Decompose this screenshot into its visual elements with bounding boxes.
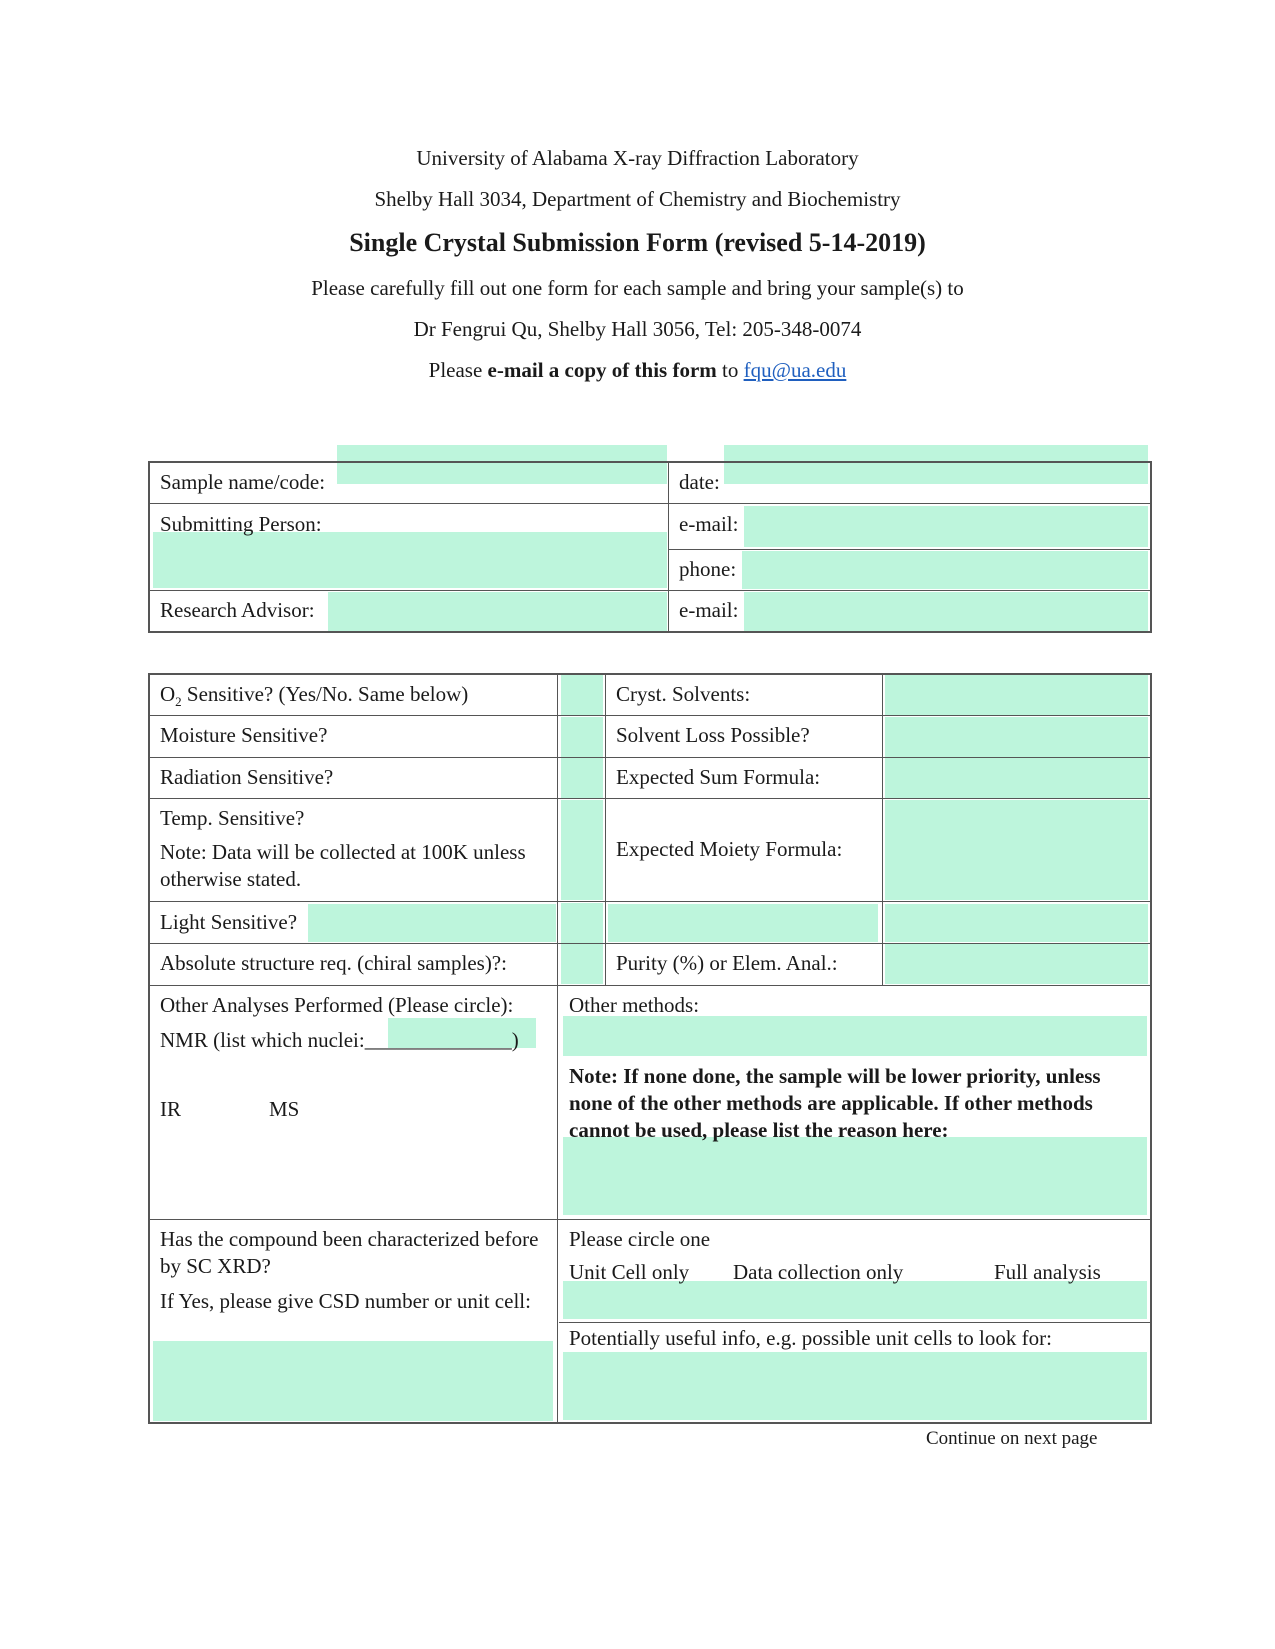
extra-field-left[interactable] [608,904,878,942]
analysis-type-field[interactable] [563,1281,1147,1319]
t1-border-left [148,461,150,633]
moisture-sensitive-label: Moisture Sensitive? [160,723,328,747]
temp-sensitive-field[interactable] [561,800,603,900]
t2-divider [882,673,883,985]
extra-field-right[interactable] [885,904,1148,942]
date-field[interactable] [724,445,1148,484]
priority-note: Note: If none done, the sample will be lower priority, unless none of the other methods are applicable. If other methods cannot be used, please list the reason here: [569,1064,1101,1142]
t2-rule [148,798,1152,799]
t1-border-right [1150,461,1152,633]
o2-sensitive-field[interactable] [561,675,603,715]
t1-border-top [148,461,1152,463]
solvent-loss-label: Solvent Loss Possible? [616,723,810,747]
phone-label: phone: [679,557,737,581]
t2-rule [148,757,1152,758]
lab-address: Shelby Hall 3034, Department of Chemistry and Biochemistry [374,187,901,211]
date-label: date: [679,470,720,494]
useful-info-field[interactable] [563,1352,1147,1420]
submitting-person-field[interactable] [153,532,667,588]
contact-text: Dr Fengrui Qu, Shelby Hall 3056, Tel: 205-348-0074 [413,317,862,341]
radiation-sensitive-field[interactable] [561,758,603,798]
cryst-solvents-field[interactable] [885,675,1148,715]
t2-divider [557,673,558,1424]
ms-option[interactable]: MS [269,1097,300,1121]
cryst-solvents-label: Cryst. Solvents: [616,682,751,706]
t2-rule [148,1219,1152,1220]
t1-rule [148,503,1152,504]
email-instruction [0,358,1275,383]
t2-border-top [148,673,1152,675]
nmr-label: NMR (list which nuclei:______________) [160,1028,519,1052]
submitting-person-label: Submitting Person: [160,512,322,536]
o2-sub: 2 [175,694,182,710]
no-methods-reason-field[interactable] [563,1137,1147,1215]
t2-border-bottom [148,1422,1152,1424]
other-methods-field[interactable] [563,1016,1147,1056]
csd-label: If Yes, please give CSD number or unit cell: [160,1289,531,1313]
purity-label: Purity (%) or Elem. Anal.: [616,951,838,975]
o2-pre: O [160,682,176,706]
form-title: Single Crystal Submission Form (revised 5-14-2019) [349,228,926,257]
advisor-email-label: e-mail: [679,598,739,622]
t2-divider [605,673,606,985]
email-bold: e-mail a copy of this form [487,358,717,382]
t1-divider [668,461,669,633]
csd-number-field[interactable] [153,1341,553,1421]
t2-rule [148,901,1152,902]
moisture-sensitive-field[interactable] [561,717,603,757]
t2-rule [148,985,1152,986]
moiety-formula-field[interactable] [885,800,1148,900]
email-prefix: Please [428,358,488,382]
continue-next-page: Continue on next page [926,1428,1098,1449]
circle-one-label: Please circle one [569,1227,711,1251]
light-sensitive-label: Light Sensitive? [160,910,298,934]
t2-rule [559,1322,1152,1323]
t1-rule [148,590,1152,591]
data-collection-only-option[interactable]: Data collection only [733,1260,904,1284]
light-sensitive-detail-field[interactable] [308,904,556,942]
absolute-structure-field[interactable] [561,944,603,984]
solvent-loss-field[interactable] [885,717,1148,757]
advisor-field[interactable] [328,592,667,631]
temp-note: Note: Data will be collected at 100K unless otherwise stated. [160,840,526,891]
light-sensitive-field[interactable] [561,903,603,943]
other-analyses-label: Other Analyses Performed (Please circle): [160,993,514,1017]
radiation-sensitive-label: Radiation Sensitive? [160,765,334,789]
submitter-email-field[interactable] [744,506,1148,547]
t2-rule [148,943,1152,944]
sum-formula-field[interactable] [885,758,1148,798]
moiety-formula-label: Expected Moiety Formula: [616,837,843,861]
sample-name-label: Sample name/code: [160,470,326,494]
ir-option[interactable]: IR [160,1097,181,1121]
other-methods-label: Other methods: [569,993,700,1017]
t1-border-bottom [148,631,1152,633]
email-link[interactable]: fqu@ua.edu [743,358,847,382]
t1-rule [669,549,1152,550]
advisor-email-field[interactable] [744,592,1148,631]
o2-post: Sensitive? (Yes/No. Same below) [181,682,469,706]
t2-border-left [148,673,150,1424]
purity-field[interactable] [885,944,1148,984]
sum-formula-label: Expected Sum Formula: [616,765,821,789]
unit-cell-only-option[interactable]: Unit Cell only [569,1260,690,1284]
lab-name: University of Alabama X-ray Diffraction Laboratory [416,146,859,170]
o2-sensitive-label [160,681,468,715]
t2-border-right [1150,673,1152,1424]
useful-info-label: Potentially useful info, e.g. possible unit cells to look for: [569,1326,1052,1350]
submitter-email-label: e-mail: [679,512,739,536]
phone-field[interactable] [742,551,1148,589]
email-mid: to [716,358,744,382]
instruction-text: Please carefully fill out one form for each sample and bring your sample(s) to [311,276,964,300]
temp-sensitive-label: Temp. Sensitive? [160,806,305,830]
absolute-structure-label: Absolute structure req. (chiral samples)?: [160,951,507,975]
full-analysis-option[interactable]: Full analysis [994,1260,1101,1284]
advisor-label: Research Advisor: [160,598,315,622]
sample-name-field[interactable] [337,445,667,484]
characterized-question: Has the compound been characterized before by SC XRD? [160,1227,539,1278]
